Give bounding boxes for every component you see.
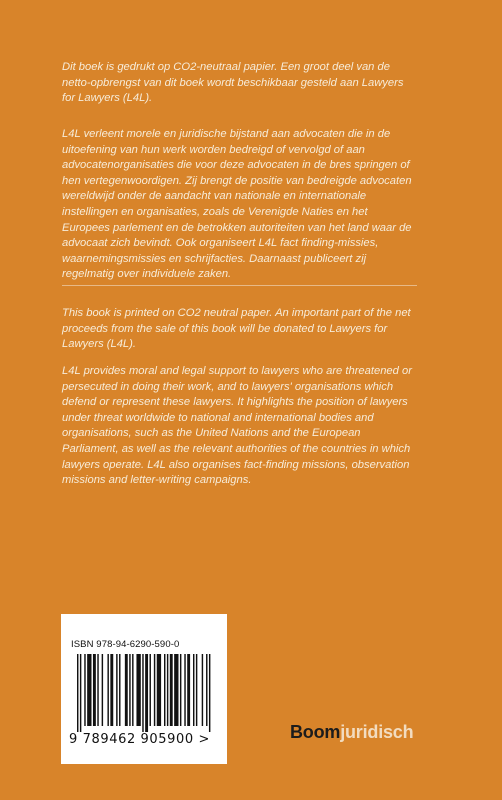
section-divider (62, 285, 417, 286)
barcode-bars-icon (77, 654, 215, 732)
publisher-logo (290, 722, 413, 743)
isbn-label: ISBN 978-94-6290-590-0 (71, 639, 180, 650)
publisher-logo-boom: Boom (290, 722, 341, 742)
ean-digits: 9 789462 905900 > (69, 732, 211, 747)
english-paragraph-1: This book is printed on CO2 neutral paper. An important part of the net proceeds from the sale of this book will be donated to Lawyers for Lawyers (L4L). (62, 307, 411, 351)
dutch-paragraph-2: L4L verleent morele en juridische bijstand aan advocaten die in de uitoefening van hun werk worden bedreigd of vervolgd of aan advocatenorganisaties die voor deze advocaten in de bres springen of hen vertegenwoordigen. Zij brengt de positie van bedreigde advocaten wereldwijd onder de aandacht van nationale en internationale instellingen en organisaties, zoals de Verenigde Naties en het Europees parlement en de betrokken autoriteiten van het land waar de advocaat zich bevindt. Ook organiseert L4L fact finding-missies, waarnemingsmissies en schrijfacties. Daarnaast publiceert zij regelmatig over individuele zaken. (62, 128, 412, 281)
isbn-barcode (61, 614, 227, 764)
english-paragraph-2: L4L provides moral and legal support to lawyers who are threatened or persecuted in doing their work, and to lawyers' organisations which defend or represent these lawyers. It highlights the position of lawyers under threat worldwide to national and international bodies and organisations, such as the United Nations and the European Parliament, as well as the relevant authorities of the countries in which lawyers operate. L4L also organises fact-finding missions, observation missions and letter-writing campaigns. (62, 365, 412, 487)
dutch-paragraph-1: Dit boek is gedrukt op CO2-neutraal papier. Een groot deel van de netto-opbrengst van dit boek wordt beschikbaar gesteld aan Lawyers for Lawyers (L4L). (62, 61, 404, 105)
publisher-logo-juridisch: juridisch (340, 722, 414, 742)
